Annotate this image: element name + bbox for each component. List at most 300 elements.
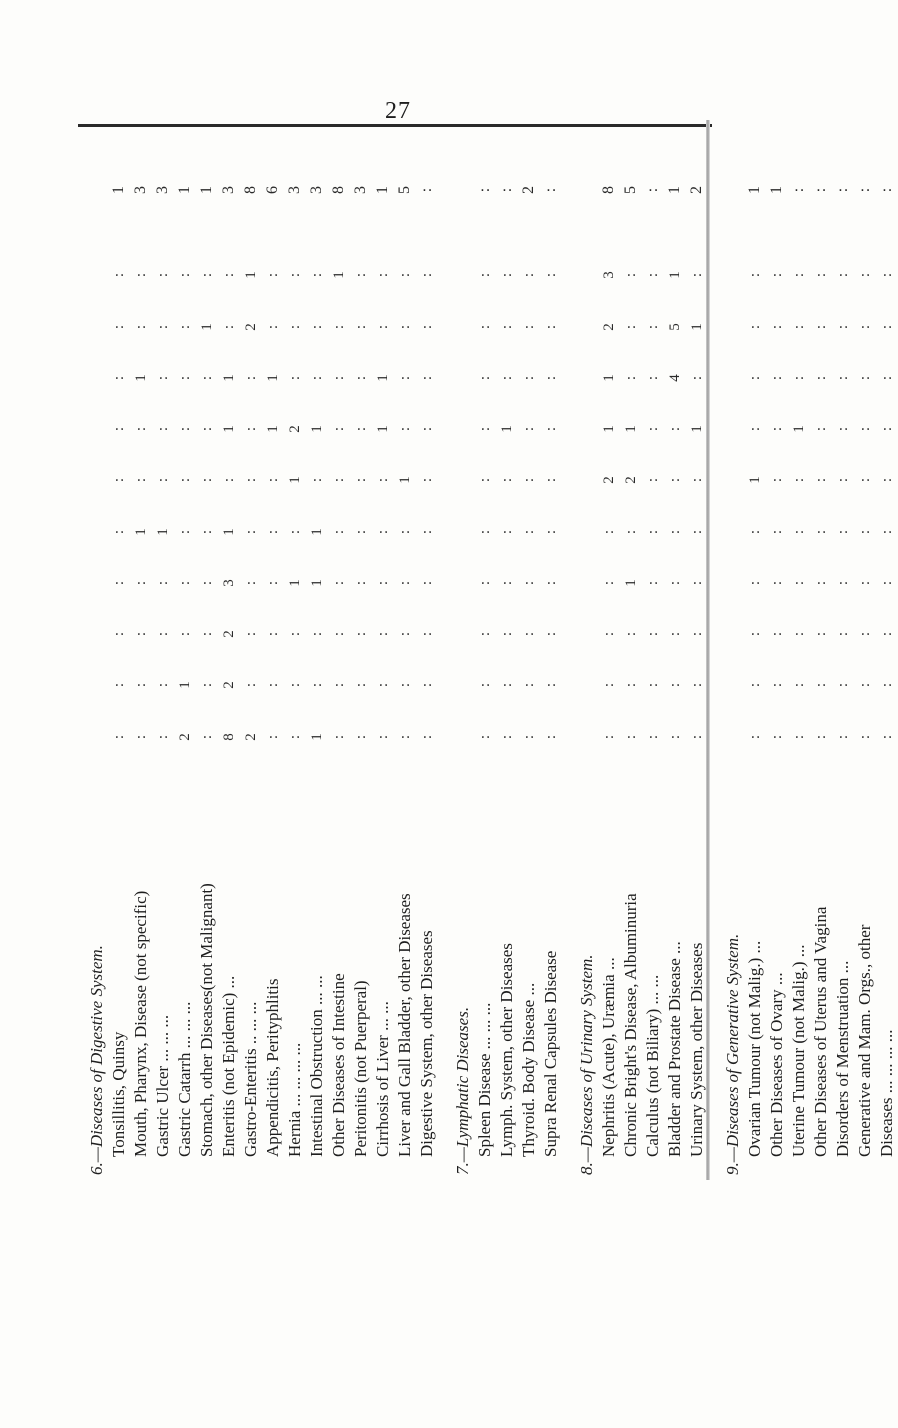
age-group-cell: : [879,682,895,688]
age-group-cell: : [353,529,369,535]
age-group-cell: : [243,529,259,535]
age-group-cell: : [667,682,683,688]
age-group-cell: 1 [265,425,281,433]
age-group-cell: : [769,426,785,432]
age-group-cell: : [791,324,807,330]
age-group-cell: : [375,631,391,637]
group-heading: 9.—Diseases of Generative System. [723,933,742,1175]
total-cell: 1 [746,186,763,194]
age-group-cell: : [353,375,369,381]
total-cell: 1 [110,186,127,194]
age-group-cell: : [623,631,639,637]
table-row [394,125,416,1175]
age-group-cell: : [543,529,559,535]
age-group-cell: : [133,734,149,740]
age-group-cell: : [177,580,193,586]
age-group-cell: 1 [221,528,237,536]
age-group-cell: : [243,682,259,688]
age-group-cell: 1 [133,528,149,536]
age-group-cell: 1 [309,528,325,536]
total-cell: 1 [176,186,193,194]
age-group-cell: : [331,375,347,381]
table-row [240,125,262,1175]
row-label: Appendicitis, Perityphlitis [263,978,282,1157]
row-label: Other Diseases of Intestine [329,973,348,1157]
age-group-cell: : [419,734,435,740]
age-group-cell: : [689,272,705,278]
age-group-cell: 1 [243,271,259,279]
group-heading-row [86,125,108,1175]
age-group-cell: : [835,580,851,586]
age-group-cell: : [879,426,895,432]
age-group-cell: : [353,734,369,740]
age-group-cell: : [309,682,325,688]
age-group-cell: : [623,375,639,381]
age-group-cell: : [331,580,347,586]
age-group-cell: : [155,682,171,688]
age-group-cell: 2 [221,630,237,638]
age-group-cell: : [667,734,683,740]
age-group-cell: : [499,734,515,740]
group-heading: 6.—Diseases of Digestive System. [87,945,106,1175]
age-group-cell: : [309,631,325,637]
age-group-cell: : [689,477,705,483]
age-group-cell: : [265,477,281,483]
total-cell: : [418,187,435,193]
age-group-cell: : [499,375,515,381]
age-group-cell: : [353,580,369,586]
age-group-cell: : [133,324,149,330]
age-group-cell: : [813,426,829,432]
age-group-cell: : [521,580,537,586]
age-group-cell: : [375,272,391,278]
age-group-cell: 2 [601,323,617,331]
row-label: Generative and Mam. Orgs., other [855,924,874,1157]
age-group-cell: : [133,682,149,688]
age-group-cell: 1 [265,374,281,382]
age-group-cell: : [419,324,435,330]
total-cell: 3 [132,186,149,194]
age-group-cell: : [747,375,763,381]
age-group-cell: : [287,324,303,330]
age-group-cell: : [813,734,829,740]
total-cell: 3 [220,186,237,194]
age-group-cell: : [645,529,661,535]
age-group-cell: : [543,272,559,278]
table-row [306,125,328,1175]
row-label: Other Diseases of Uterus and Vagina [811,906,830,1157]
age-group-cell: : [543,324,559,330]
age-group-cell: : [155,734,171,740]
table-row [474,125,496,1175]
age-group-cell: : [769,580,785,586]
age-group-cell: 1 [287,476,303,484]
age-group-cell: : [221,272,237,278]
age-group-cell: : [133,426,149,432]
age-group-cell: : [769,272,785,278]
age-group-cell: : [331,734,347,740]
total-cell: : [644,187,661,193]
age-group-cell: : [521,375,537,381]
age-group-cell: 1 [375,374,391,382]
age-group-cell: : [353,426,369,432]
age-group-cell: : [177,375,193,381]
age-group-cell: : [199,477,215,483]
age-group-cell: : [397,580,413,586]
age-group-cell: : [623,529,639,535]
age-group-cell: : [177,631,193,637]
age-group-cell: 1 [499,425,515,433]
age-group-cell: : [353,272,369,278]
total-cell: 5 [396,186,413,194]
age-group-cell: : [397,426,413,432]
age-group-cell: : [791,631,807,637]
age-group-cell: : [477,324,493,330]
age-group-cell: : [199,375,215,381]
age-group-cell: 1 [623,579,639,587]
age-group-cell: : [419,631,435,637]
age-group-cell: 1 [601,374,617,382]
age-group-cell: 5 [667,323,683,331]
row-label: Diseases ... ... ... ... [877,1029,896,1157]
age-group-cell: : [477,734,493,740]
age-group-cell: : [879,529,895,535]
age-group-cell: : [769,529,785,535]
total-cell: 5 [622,186,639,194]
age-group-cell: : [835,529,851,535]
table-row [196,125,218,1175]
table-row [744,125,766,1175]
row-label: Bladder and Prostate Disease ... [665,941,684,1157]
age-group-cell: : [177,324,193,330]
total-cell: 1 [666,186,683,194]
age-group-cell: : [499,324,515,330]
table-row [518,125,540,1175]
age-group-cell: : [857,734,873,740]
age-group-cell: : [397,324,413,330]
age-group-cell: : [835,426,851,432]
age-group-cell: : [521,529,537,535]
age-group-cell: : [397,682,413,688]
age-group-cell: : [265,324,281,330]
age-group-cell: : [813,580,829,586]
age-group-cell: : [477,375,493,381]
age-group-cell: : [477,272,493,278]
age-group-cell: : [353,631,369,637]
age-group-cell: : [623,682,639,688]
age-group-cell: : [623,324,639,330]
total-cell: 1 [768,186,785,194]
age-group-cell: : [155,477,171,483]
row-label: Gastro-Enteritis .. ... ... [241,1001,260,1157]
table-row [620,125,642,1175]
age-group-cell: : [747,682,763,688]
age-group-cell: : [111,631,127,637]
age-group-cell: : [747,529,763,535]
age-group-cell: : [133,580,149,586]
age-group-cell: : [667,477,683,483]
age-group-cell: 1 [747,476,763,484]
age-group-cell: : [747,272,763,278]
age-group-cell: 1 [155,528,171,536]
age-group-cell: : [747,426,763,432]
age-group-cell: : [835,324,851,330]
age-group-cell: : [243,375,259,381]
age-group-cell: : [791,375,807,381]
age-group-cell: : [747,580,763,586]
age-group-cell: : [199,272,215,278]
age-group-cell: : [879,580,895,586]
age-group-cell: : [133,272,149,278]
age-group-cell: : [477,426,493,432]
table-row [642,125,664,1175]
age-group-cell: : [331,477,347,483]
total-cell: 3 [308,186,325,194]
age-group-cell: : [769,682,785,688]
age-group-cell: : [747,324,763,330]
age-group-cell: : [835,375,851,381]
age-group-cell: : [375,734,391,740]
age-group-cell: : [111,272,127,278]
age-group-cell: : [265,580,281,586]
age-group-cell: : [177,529,193,535]
age-group-cell: : [835,734,851,740]
row-label: Mouth, Pharynx, Disease (not specific) [131,890,150,1157]
table-row [174,125,196,1175]
age-group-cell: : [835,272,851,278]
age-group-cell: : [287,529,303,535]
age-group-cell: : [155,272,171,278]
age-group-cell: : [667,529,683,535]
age-group-cell: : [791,272,807,278]
age-group-cell: : [287,682,303,688]
total-cell: 8 [600,186,617,194]
age-group-cell: : [791,682,807,688]
age-group-cell: 2 [287,425,303,433]
age-group-cell: : [111,682,127,688]
age-group-cell: : [243,477,259,483]
table-row [832,125,854,1175]
total-cell: 6 [264,186,281,194]
age-group-cell: : [331,426,347,432]
age-group-cell: : [521,734,537,740]
age-group-cell: : [265,529,281,535]
age-group-cell: 4 [667,374,683,382]
age-group-cell: : [645,580,661,586]
total-cell: : [812,187,829,193]
age-group-cell: : [419,682,435,688]
age-group-cell: : [689,734,705,740]
age-group-cell: : [857,272,873,278]
age-group-cell: : [645,375,661,381]
age-group-cell: : [813,324,829,330]
age-group-cell: : [879,324,895,330]
age-group-cell: : [243,631,259,637]
age-group-cell: : [521,324,537,330]
age-group-cell: : [243,426,259,432]
age-group-cell: : [747,734,763,740]
row-label: Peritonitis (not Puerperal) [351,980,370,1157]
age-group-cell: : [287,272,303,278]
row-label: Disorders of Menstruation ... [833,960,852,1157]
age-group-cell: : [499,682,515,688]
total-cell: 1 [198,186,215,194]
row-label: Gastric Catarrh ... ... ... [175,1001,194,1157]
age-group-cell: 2 [221,681,237,689]
age-group-cell: : [375,529,391,535]
total-cell: : [790,187,807,193]
row-label: Chronic Bright's Disease, Albuminuria [621,893,640,1157]
total-cell: : [542,187,559,193]
age-group-cell: : [645,324,661,330]
age-group-cell: : [835,682,851,688]
age-group-cell: 3 [221,579,237,587]
age-group-cell: : [477,682,493,688]
table-row [876,125,898,1175]
row-label: Liver and Gall Bladder, other Diseases [395,893,414,1157]
total-cell: : [476,187,493,193]
total-cell: : [834,187,851,193]
group-heading-row [452,125,474,1175]
table-row [810,125,832,1175]
table-row [416,125,438,1175]
table-row [284,125,306,1175]
total-cell: : [498,187,515,193]
age-group-cell: : [543,477,559,483]
table-row [788,125,810,1175]
age-group-cell: : [265,631,281,637]
age-group-cell: : [791,477,807,483]
row-label: Cirrhosis of Liver ... ... [373,1001,392,1157]
table-row [540,125,562,1175]
age-group-cell: 2 [601,476,617,484]
age-group-cell: : [133,477,149,483]
age-group-cell: 1 [287,579,303,587]
age-group-cell: 1 [397,476,413,484]
age-group-cell: : [331,682,347,688]
age-group-cell: : [543,375,559,381]
row-label: Spleen Disease ... ... ... [475,1002,494,1157]
age-group-cell: : [155,426,171,432]
age-group-cell: : [667,631,683,637]
table-row [130,125,152,1175]
age-group-cell: : [265,734,281,740]
age-group-cell: : [265,272,281,278]
age-group-cell: 2 [243,323,259,331]
age-group-cell: : [309,324,325,330]
age-group-cell: : [689,529,705,535]
age-group-cell: : [689,682,705,688]
age-group-cell: : [199,580,215,586]
age-group-cell: : [879,375,895,381]
age-group-cell: : [199,426,215,432]
total-cell: 3 [352,186,369,194]
age-group-cell: : [857,477,873,483]
age-group-cell: : [199,631,215,637]
age-group-cell: : [543,580,559,586]
table-row [496,125,518,1175]
table-row [372,125,394,1175]
row-label: Calculus (not Biliary) ... ... [643,974,662,1157]
age-group-cell: : [375,580,391,586]
age-group-cell: : [747,631,763,637]
age-group-cell: : [601,580,617,586]
row-label: Other Diseases of Ovary ... [767,972,786,1157]
age-group-cell: : [769,375,785,381]
age-group-cell: : [419,529,435,535]
age-group-cell: : [645,734,661,740]
total-cell: 2 [688,186,705,194]
age-group-cell: : [155,324,171,330]
age-group-cell: 1 [221,425,237,433]
age-group-cell: : [397,734,413,740]
group-heading: 7.—Lymphatic Diseases. [453,1006,472,1175]
age-group-cell: : [543,682,559,688]
age-group-cell: : [813,477,829,483]
table-row [108,125,130,1175]
age-group-cell: : [397,272,413,278]
table-row [218,125,240,1175]
age-group-cell: : [645,477,661,483]
age-group-cell: : [813,631,829,637]
age-group-cell: 2 [623,476,639,484]
total-cell: 3 [154,186,171,194]
age-group-cell: 3 [601,271,617,279]
age-group-cell: : [791,529,807,535]
age-group-cell: : [623,734,639,740]
age-group-cell: : [331,324,347,330]
row-label: Stomach, other Diseases(not Malignant) [197,883,216,1157]
age-group-cell: : [857,426,873,432]
row-label: Ovarian Tumour (not Malig.) ... [745,940,764,1157]
age-group-cell: : [397,631,413,637]
age-group-cell: : [111,734,127,740]
age-group-cell: 1 [331,271,347,279]
table-row [262,125,284,1175]
age-group-cell: : [601,631,617,637]
row-label: Hernia ... ... ... ... [285,1042,304,1157]
age-group-cell: : [813,375,829,381]
age-group-cell: : [601,529,617,535]
age-group-cell: : [879,477,895,483]
total-cell: 8 [330,186,347,194]
age-group-cell: : [857,631,873,637]
age-group-cell: : [155,375,171,381]
age-group-cell: : [645,426,661,432]
age-group-cell: : [689,375,705,381]
total-cell: : [856,187,873,193]
age-group-cell: : [857,324,873,330]
age-group-cell: : [857,375,873,381]
group-heading-row [722,125,744,1175]
age-group-cell: : [309,477,325,483]
group-heading-row [576,125,598,1175]
age-group-cell: : [419,375,435,381]
age-group-cell: : [221,324,237,330]
table-row [686,125,708,1175]
age-group-cell: : [521,631,537,637]
table-row [664,125,686,1175]
age-group-cell: : [331,529,347,535]
age-group-cell: : [543,734,559,740]
age-group-cell: : [689,580,705,586]
age-group-cell: : [375,682,391,688]
row-label: Supra Renal Capsules Disease [541,950,560,1157]
age-group-cell: : [111,426,127,432]
age-group-cell: : [177,272,193,278]
age-group-cell: : [521,426,537,432]
age-group-cell: : [353,324,369,330]
